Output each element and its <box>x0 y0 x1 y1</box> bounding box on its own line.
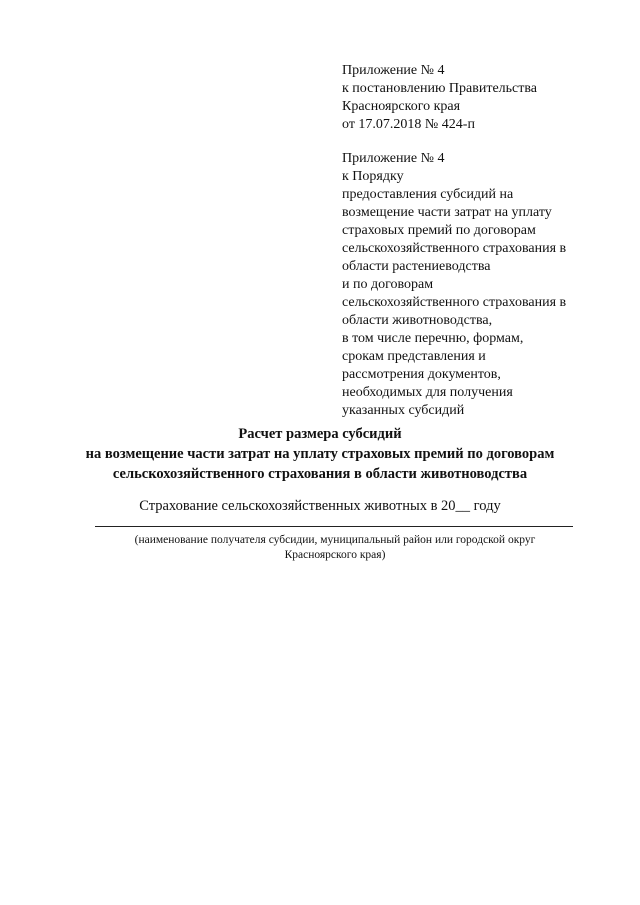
appendix-procedure-line: к Порядку <box>342 169 404 184</box>
appendix-procedure-line: области растениеводства <box>342 259 491 274</box>
title-line: сельскохозяйственного страхования в области животноводства <box>112 466 528 482</box>
caption-line: Красноярского края) <box>284 549 386 561</box>
title-line: на возмещение части затрат на уплату страховых премий по договорам <box>85 446 555 462</box>
appendix-government-line: Красноярского края <box>342 99 461 114</box>
appendix-government-block <box>342 62 632 134</box>
appendix-procedure-line: необходимых для получения <box>342 385 513 400</box>
appendix-procedure-line: возмещение части затрат на уплату <box>342 205 552 220</box>
appendix-procedure-line: и по договорам <box>342 277 434 292</box>
appendix-procedure-line: в том числе перечню, формам, <box>342 331 524 346</box>
appendix-procedure-line: срокам представления и <box>342 349 486 364</box>
appendix-procedure-line: области животноводства, <box>342 313 493 328</box>
appendix-government-line: от 17.07.2018 № 424-п <box>342 117 475 132</box>
appendix-procedure-line: сельскохозяйственного страхования в <box>342 295 567 310</box>
appendix-procedure-line: рассмотрения документов, <box>342 367 501 382</box>
title-line: Расчет размера субсидий <box>238 426 402 442</box>
appendix-procedure-line: сельскохозяйственного страхования в <box>342 241 567 256</box>
appendix-government-line: к постановлению Правительства <box>342 81 538 96</box>
appendix-procedure-line: Приложение № 4 <box>342 151 445 166</box>
appendix-procedure-line: указанных субсидий <box>342 403 465 418</box>
recipient-fill-line <box>95 526 573 527</box>
appendix-government-line: Приложение № 4 <box>342 63 445 78</box>
recipient-caption <box>90 533 580 563</box>
document-subtitle: Страхование сельскохозяйственных животных в 20__ году <box>139 498 501 514</box>
caption-line: (наименование получателя субсидии, муниципальный район или городской округ <box>134 534 536 546</box>
appendix-procedure-line: страховых премий по договорам <box>342 223 536 238</box>
appendix-procedure-line: предоставления субсидий на <box>342 187 514 202</box>
appendix-procedure-block <box>342 150 632 420</box>
document-title <box>0 424 640 484</box>
